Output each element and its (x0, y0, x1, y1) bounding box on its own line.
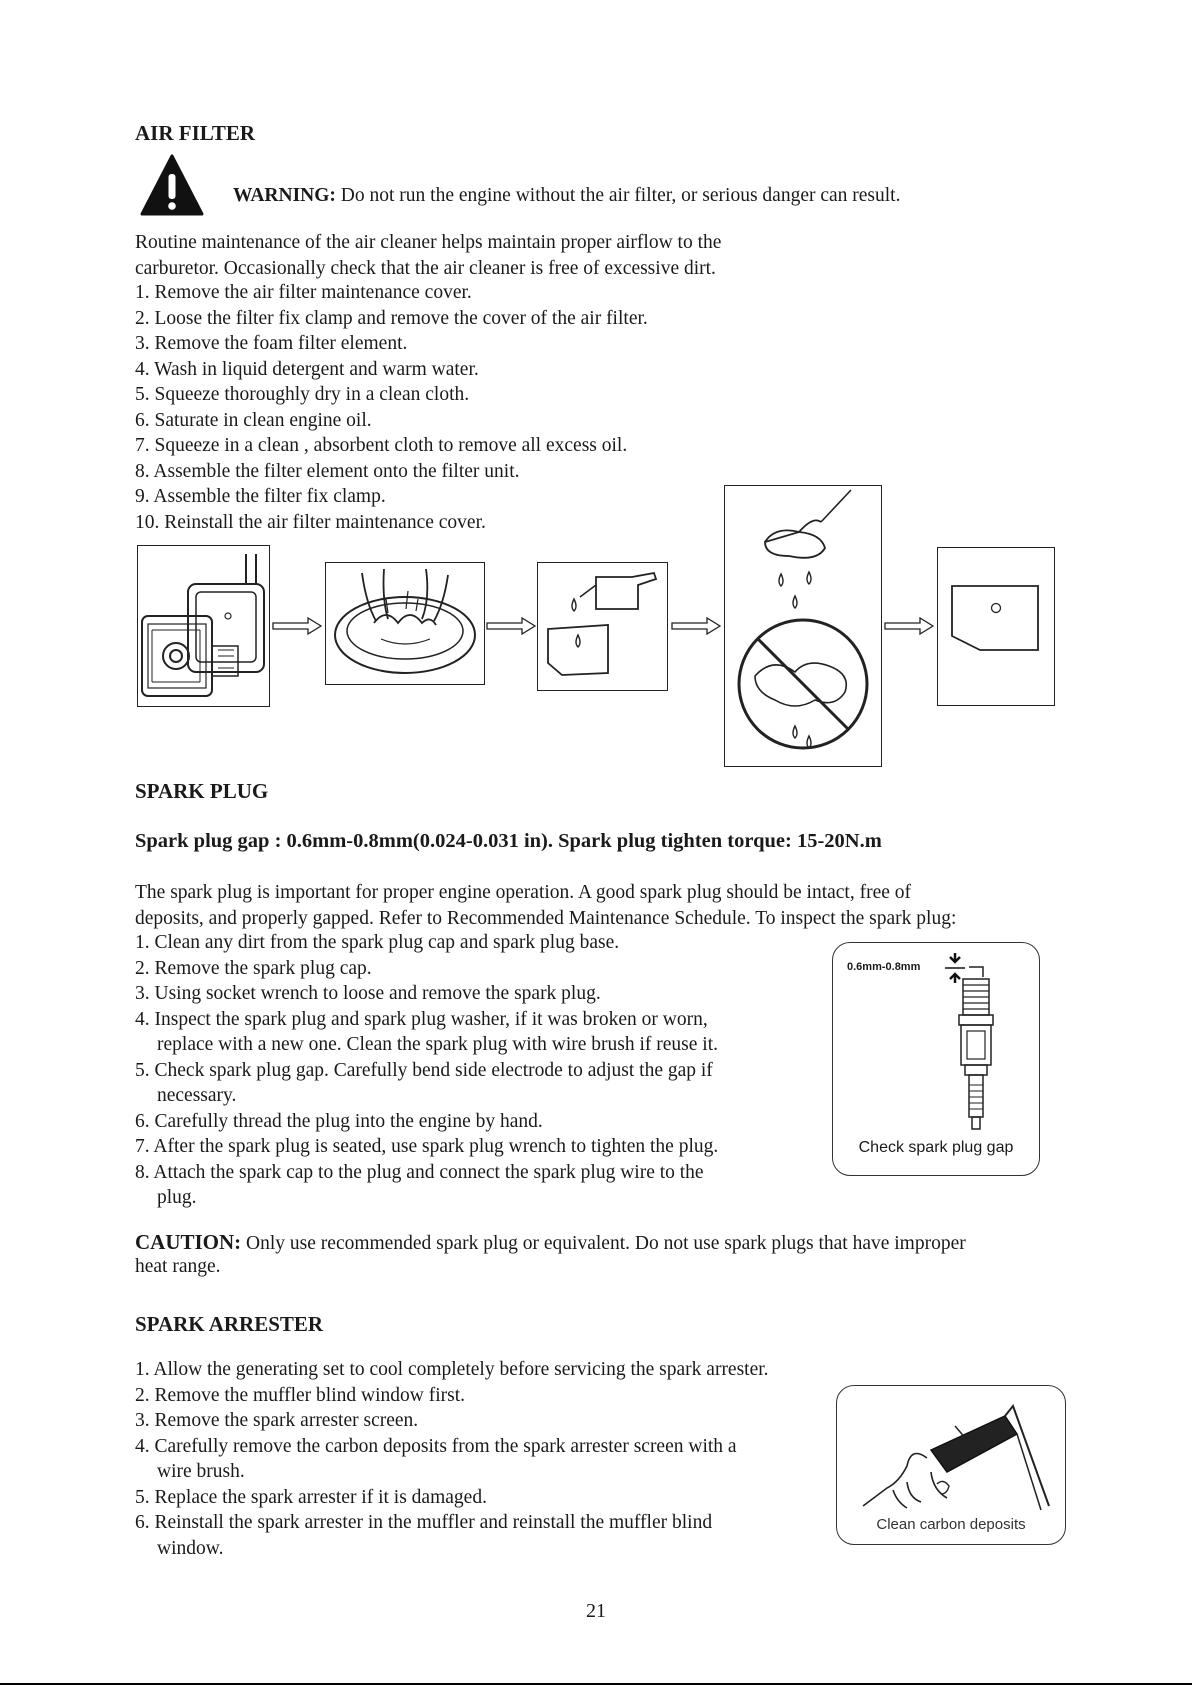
caution-block (135, 1230, 966, 1277)
spark-arrester-heading: SPARK ARRESTER (135, 1312, 324, 1336)
list-item (135, 956, 718, 982)
caution-line2: heat range. (135, 1255, 221, 1277)
arrow-right-icon (272, 617, 322, 640)
list-item (135, 1357, 769, 1383)
spark-arrester-steps (135, 1357, 769, 1561)
step-continuation: window. (157, 1537, 224, 1559)
step-text: 4. Carefully remove the carbon deposits from the spark arrester screen with a (135, 1435, 737, 1457)
list-item (135, 1109, 718, 1135)
washing-filter-illustration (325, 562, 485, 685)
list-item: 7. Squeeze in a clean , absorbent cloth to remove all excess oil. (135, 435, 628, 456)
step-continuation: necessary. (157, 1085, 237, 1106)
list-item: 8. Assemble the filter element onto the filter unit. (135, 460, 520, 482)
gap-figure-caption: Check spark plug gap (858, 1139, 1014, 1156)
list-item (135, 981, 718, 1007)
list-item: 1. Remove the air filter maintenance cover. (135, 282, 472, 303)
squeeze-no-wring-illustration (724, 485, 882, 767)
list-item: 4. Wash in liquid detergent and warm water. (135, 358, 479, 380)
air-filter-housing-illustration (137, 545, 270, 707)
list-item (135, 1434, 769, 1485)
list-item: 6. Saturate in clean engine oil. (135, 409, 372, 431)
oil-saturate-illustration (537, 562, 668, 691)
clean-carbon-figure (836, 1385, 1066, 1545)
list-item (135, 1408, 769, 1434)
list-item (135, 1160, 718, 1211)
list-item: 3. Remove the foam filter element. (135, 333, 408, 354)
caution-text: Only use recommended spark plug or equivalent. Do not use spark plugs that have improper (246, 1233, 966, 1254)
step-continuation: wire brush. (157, 1461, 245, 1482)
list-item (135, 1007, 718, 1058)
step-text: 2. Remove the muffler blind window first. (135, 1384, 466, 1406)
spark-plug-intro (135, 880, 956, 931)
air-filter-steps (135, 280, 648, 535)
list-item (135, 1510, 769, 1561)
clean-figure-caption: Clean carbon deposits (876, 1516, 1026, 1533)
warning-triangle-icon (139, 152, 205, 218)
step-text: 5. Check spark plug gap. Carefully bend side electrode to adjust the gap if (135, 1059, 713, 1081)
spark-plug-intro-line2: deposits, and properly gapped. Refer to Recommended Maintenance Schedule. To inspect the spark plug: (135, 907, 957, 929)
step-text: 1. Clean any dirt from the spark plug cap and spark plug base. (135, 932, 620, 953)
filter-cover-illustration (937, 547, 1055, 706)
spark-plug-spec: Spark plug gap : 0.6mm-0.8mm(0.024-0.031 in). Spark plug tighten torque: 15-20N.m (135, 830, 882, 852)
warning-label: WARNING: (233, 185, 336, 206)
spark-plug-heading: SPARK PLUG (135, 779, 269, 803)
step-text: 3. Remove the spark arrester screen. (135, 1410, 419, 1431)
caution-line1 (135, 1230, 966, 1257)
page-number: 21 (586, 1600, 606, 1622)
list-item (135, 1383, 769, 1409)
list-item: 2. Loose the filter fix clamp and remove the cover of the air filter. (135, 307, 648, 329)
list-item (135, 1058, 718, 1109)
list-item: 10. Reinstall the air filter maintenance cover. (135, 511, 486, 533)
step-text: 2. Remove the spark plug cap. (135, 957, 372, 979)
warning-text: Do not run the engine without the air filter, or serious danger can result. (340, 185, 901, 206)
list-item (135, 1134, 718, 1160)
arrow-right-icon (884, 617, 934, 640)
step-text: 1. Allow the generating set to cool completely before servicing the spark arrester. (135, 1359, 769, 1380)
air-filter-intro-line2: carburetor. Occasionally check that the air cleaner is free of excessive dirt. (135, 257, 716, 279)
step-text: 7. After the spark plug is seated, use spark plug wrench to tighten the plug. (135, 1136, 719, 1157)
warning-line (233, 183, 900, 209)
step-text: 3. Using socket wrench to loose and remove the spark plug. (135, 983, 601, 1004)
arrow-right-icon (486, 617, 536, 640)
step-text: 8. Attach the spark cap to the plug and connect the spark plug wire to the (135, 1161, 704, 1183)
list-item: 5. Squeeze thoroughly dry in a clean cloth. (135, 384, 470, 405)
step-text: 4. Inspect the spark plug and spark plug washer, if it was broken or worn, (135, 1008, 708, 1030)
air-filter-intro-line1: Routine maintenance of the air cleaner helps maintain proper airflow to the (135, 232, 722, 253)
air-filter-heading: AIR FILTER (135, 121, 256, 145)
air-filter-intro (135, 230, 721, 281)
spark-plug-steps (135, 930, 718, 1211)
list-item (135, 1485, 769, 1511)
step-text: 6. Reinstall the spark arrester in the muffler and reinstall the muffler blind (135, 1512, 713, 1533)
spark-plug-intro-line1: The spark plug is important for proper engine operation. A good spark plug should be intact, free of (135, 882, 912, 903)
step-text: 5. Replace the spark arrester if it is damaged. (135, 1486, 487, 1508)
list-item: 9. Assemble the filter fix clamp. (135, 486, 386, 507)
caution-label: CAUTION: (135, 1230, 242, 1254)
step-continuation: plug. (157, 1187, 197, 1208)
list-item (135, 930, 718, 956)
step-continuation: replace with a new one. Clean the spark plug with wire brush if reuse it. (157, 1034, 718, 1055)
step-text: 6. Carefully thread the plug into the engine by hand. (135, 1110, 543, 1132)
spark-plug-gap-figure (832, 942, 1040, 1176)
gap-label: 0.6mm-0.8mm (847, 961, 921, 973)
arrow-right-icon (671, 617, 721, 640)
